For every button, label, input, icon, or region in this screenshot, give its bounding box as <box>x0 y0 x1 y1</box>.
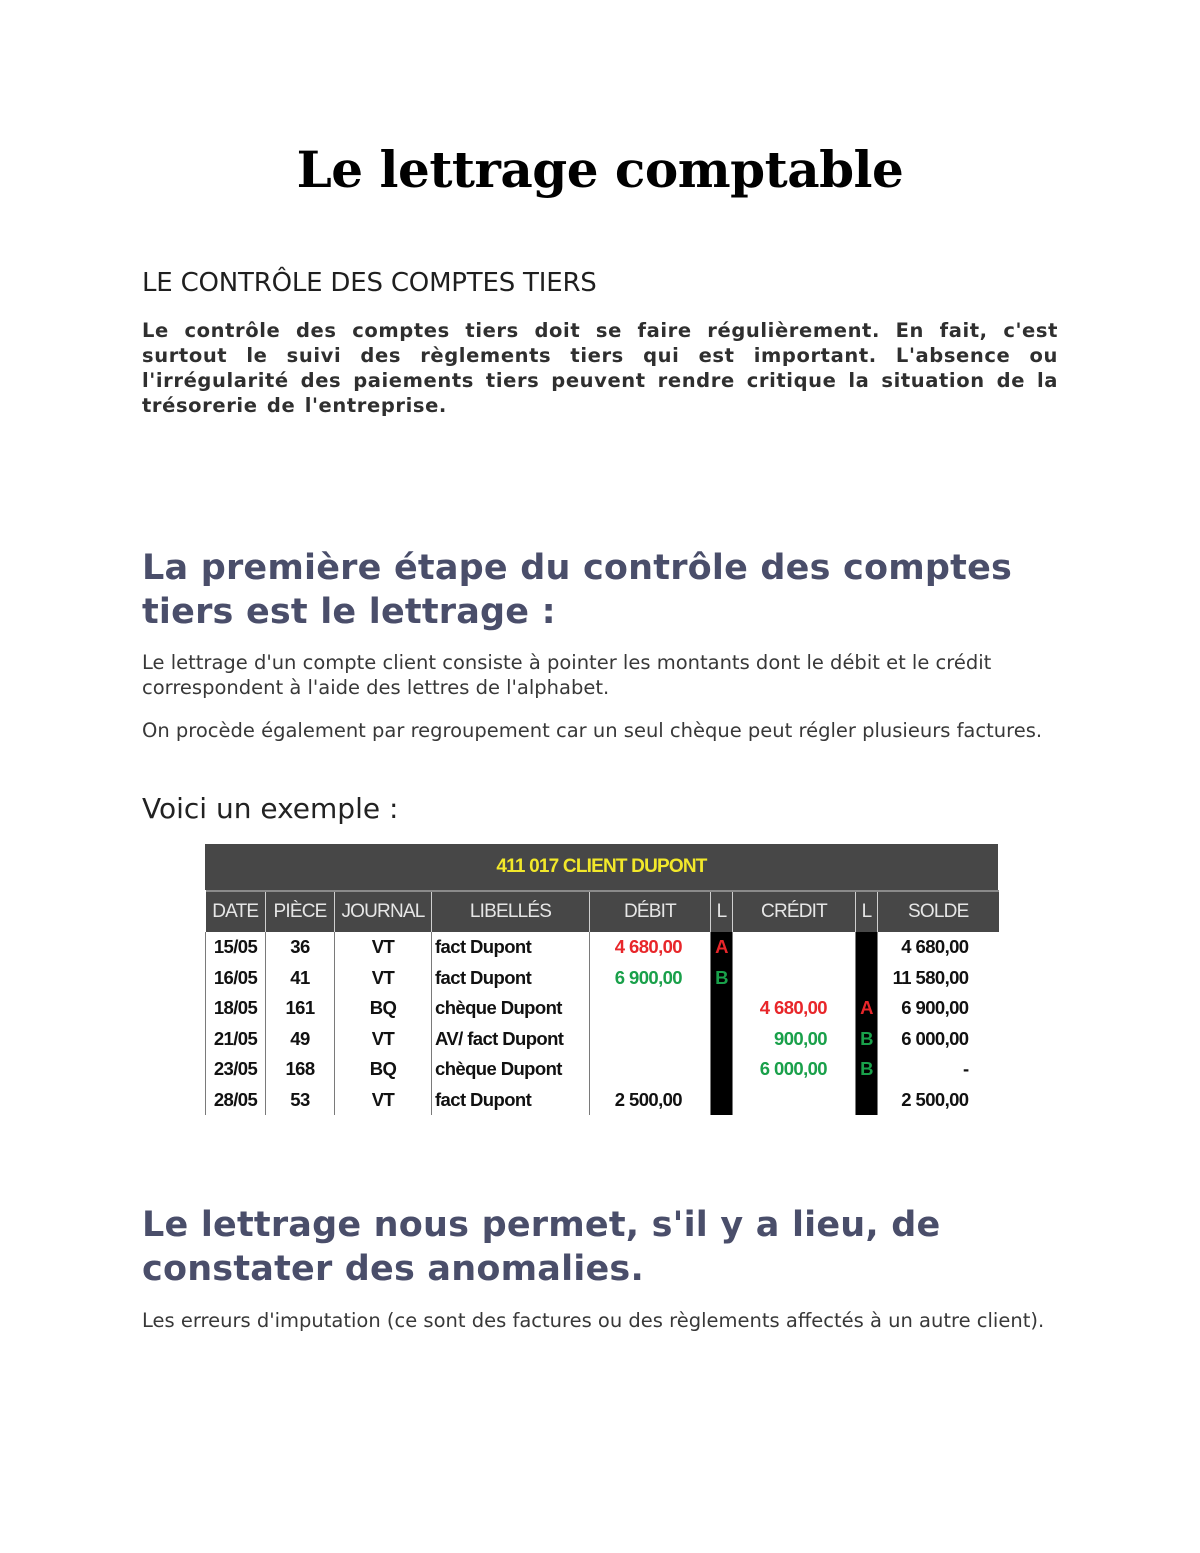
ledger-table <box>205 844 998 1112</box>
piece-cell: 168 <box>266 1054 335 1085</box>
column-header: L <box>856 891 878 932</box>
debit-cell: 6 900,00 <box>590 963 711 994</box>
column-header: CRÉDIT <box>733 891 856 932</box>
date-cell: 23/05 <box>206 1054 266 1085</box>
ledger-header-row <box>206 891 999 932</box>
column-header: JOURNAL <box>335 891 432 932</box>
letter-debit-cell <box>711 993 733 1024</box>
letter-debit-cell <box>711 1024 733 1055</box>
date-cell: 16/05 <box>206 963 266 994</box>
journal-cell: BQ <box>335 993 432 1024</box>
date-cell: 18/05 <box>206 993 266 1024</box>
column-header: SOLDE <box>878 891 999 932</box>
column-header: L <box>711 891 733 932</box>
letter-credit-cell: B <box>856 1024 878 1055</box>
libelle-cell: fact Dupont <box>432 932 590 963</box>
example-heading: Voici un exemple : <box>142 792 399 825</box>
libelle-cell: chèque Dupont <box>432 993 590 1024</box>
table-row <box>206 932 999 963</box>
ledger-title: 411 017 CLIENT DUPONT <box>205 844 998 890</box>
piece-cell: 41 <box>266 963 335 994</box>
letter-credit-cell: B <box>856 1054 878 1085</box>
section-heading: LE CONTRÔLE DES COMPTES TIERS <box>142 268 597 298</box>
letter-debit-cell <box>711 1054 733 1085</box>
piece-cell: 49 <box>266 1024 335 1055</box>
libelle-cell: AV/ fact Dupont <box>432 1024 590 1055</box>
column-header: PIÈCE <box>266 891 335 932</box>
debit-cell <box>590 993 711 1024</box>
credit-cell: 6 000,00 <box>733 1054 856 1085</box>
letter-debit-cell <box>711 1085 733 1116</box>
column-header: DÉBIT <box>590 891 711 932</box>
heading-first-step: La première étape du contrôle des comptes tiers est le lettrage : <box>142 548 1013 632</box>
heading-anomalies: Le lettrage nous permet, s'il y a lieu, de constater des anomalies. <box>142 1205 941 1289</box>
intro-paragraph: Le contrôle des comptes tiers doit se faire régulièrement. En fait, c'est surtout le suivi des règlements tiers qui est important. L'absence ou l'irrégularité des paiements tiers peuvent rendre critique la situation de la trésorerie de l'entreprise. <box>142 319 1058 417</box>
solde-cell: 4 680,00 <box>878 932 999 963</box>
debit-cell: 4 680,00 <box>590 932 711 963</box>
table-row <box>206 993 999 1024</box>
journal-cell: VT <box>335 1024 432 1055</box>
letter-debit-cell: A <box>711 932 733 963</box>
libelle-cell: fact Dupont <box>432 1085 590 1116</box>
journal-cell: VT <box>335 932 432 963</box>
piece-cell: 36 <box>266 932 335 963</box>
paragraph-lettrage: Le lettrage d'un compte client consiste à pointer les montants dont le débit et le crédit correspondent à l'aide des lettres de l'alphabet. <box>142 651 992 699</box>
debit-cell <box>590 1024 711 1055</box>
column-header: DATE <box>206 891 266 932</box>
table-row <box>206 963 999 994</box>
table-row <box>206 1085 999 1116</box>
letter-credit-cell <box>856 963 878 994</box>
table-row <box>206 1054 999 1085</box>
libelle-cell: chèque Dupont <box>432 1054 590 1085</box>
piece-cell: 53 <box>266 1085 335 1116</box>
solde-cell: 6 900,00 <box>878 993 999 1024</box>
letter-credit-cell: A <box>856 993 878 1024</box>
ledger-grid <box>205 890 999 1115</box>
journal-cell: VT <box>335 963 432 994</box>
paragraph-regroupement: On procède également par regroupement car un seul chèque peut régler plusieurs factures. <box>142 719 1043 742</box>
piece-cell: 161 <box>266 993 335 1024</box>
credit-cell <box>733 1085 856 1116</box>
letter-credit-cell <box>856 932 878 963</box>
credit-cell <box>733 963 856 994</box>
solde-cell: 11 580,00 <box>878 963 999 994</box>
date-cell: 28/05 <box>206 1085 266 1116</box>
solde-cell: 6 000,00 <box>878 1024 999 1055</box>
solde-cell: - <box>878 1054 999 1085</box>
debit-cell: 2 500,00 <box>590 1085 711 1116</box>
letter-credit-cell <box>856 1085 878 1116</box>
paragraph-erreurs: Les erreurs d'imputation (ce sont des factures ou des règlements affectés à un autre client). <box>142 1309 1045 1332</box>
table-row <box>206 1024 999 1055</box>
credit-cell: 900,00 <box>733 1024 856 1055</box>
credit-cell: 4 680,00 <box>733 993 856 1024</box>
credit-cell <box>733 932 856 963</box>
column-header: LIBELLÉS <box>432 891 590 932</box>
libelle-cell: fact Dupont <box>432 963 590 994</box>
document-title: Le lettrage comptable <box>296 140 904 199</box>
date-cell: 15/05 <box>206 932 266 963</box>
debit-cell <box>590 1054 711 1085</box>
letter-debit-cell: B <box>711 963 733 994</box>
journal-cell: BQ <box>335 1054 432 1085</box>
solde-cell: 2 500,00 <box>878 1085 999 1116</box>
date-cell: 21/05 <box>206 1024 266 1055</box>
journal-cell: VT <box>335 1085 432 1116</box>
